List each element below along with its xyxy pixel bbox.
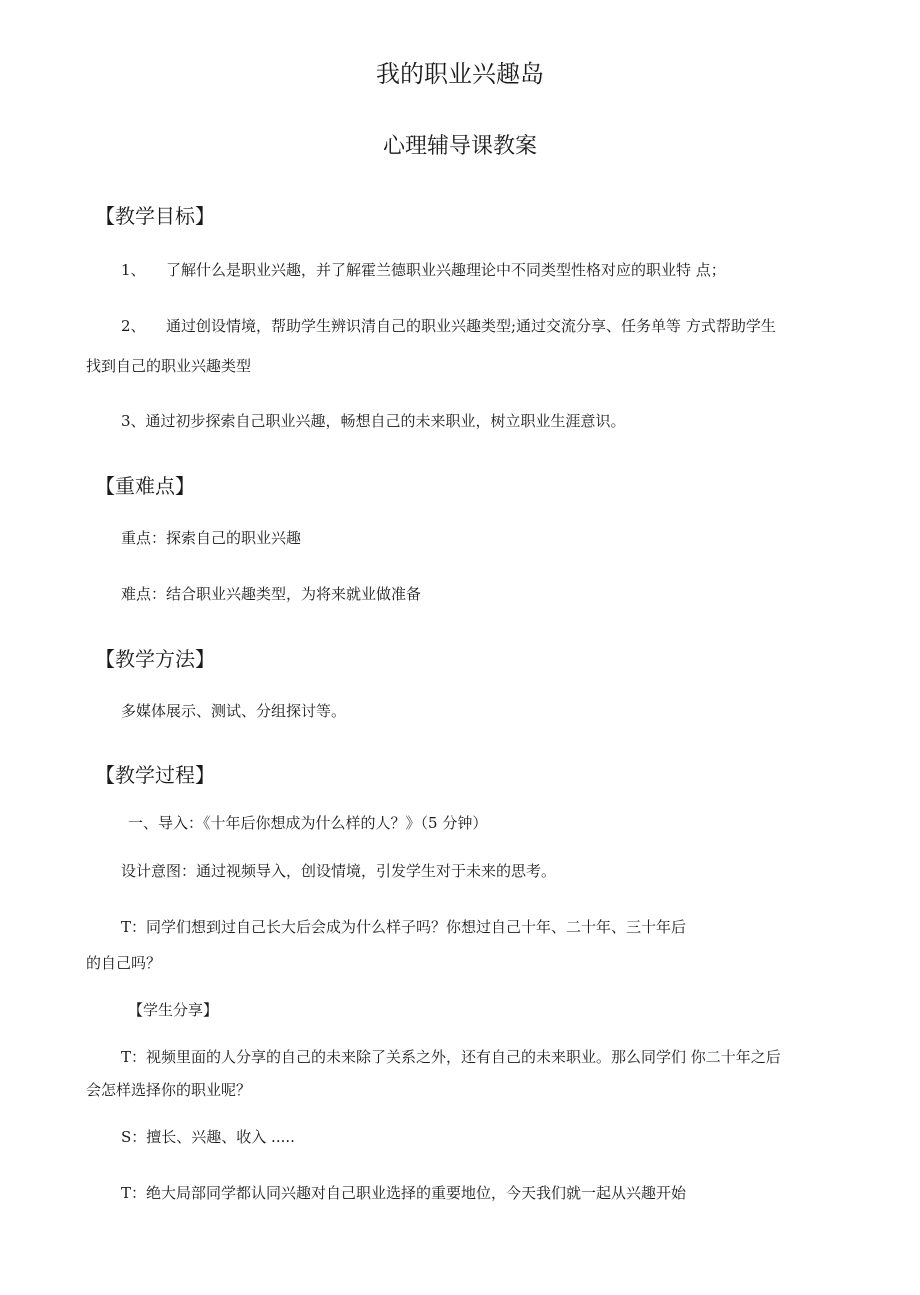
key-point-text: 重点：探索自己的职业兴趣 xyxy=(121,529,302,547)
student-share-label: 【学生分享】 xyxy=(128,1001,219,1019)
student-response: S：擅长、兴趣、收入 ..... xyxy=(121,1128,295,1146)
goal-item-1-text: 了解什么是职业兴趣，并了解霍兰德职业兴趣理论中不同类型性格对应的职业特 点； xyxy=(166,261,726,279)
goal-item-2-text-line-1: 通过创设情境，帮助学生辨识清自己的职业兴趣类型;通过交流分享、任务单等 方式帮助学生 xyxy=(166,317,776,335)
teacher-line-1a: T：同学们想到过自己长大后会成为什么样子吗？你想过自己十年、二十年、三十年后 xyxy=(121,918,687,936)
goal-item-1-number: 1、 xyxy=(121,261,146,279)
document-title: 我的职业兴趣岛 xyxy=(376,60,544,88)
difficulty-text: 难点：结合职业兴趣类型，为将来就业做准备 xyxy=(121,585,422,603)
section-heading-process: 【教学过程】 xyxy=(95,763,215,787)
teacher-line-2a: T：视频里面的人分享的自己的未来除了关系之外，还有自己的未来职业。那么同学们 你二十年之后 xyxy=(121,1048,781,1066)
process-design-intent: 设计意图：通过视频导入，创设情境，引发学生对于未来的思考。 xyxy=(121,862,557,880)
teacher-line-2b: 会怎样选择你的职业呢？ xyxy=(86,1081,252,1099)
section-heading-methods: 【教学方法】 xyxy=(95,647,215,671)
goal-item-2-number: 2、 xyxy=(121,317,146,335)
goal-item-2-text-line-2: 找到自己的职业兴趣类型 xyxy=(86,357,252,375)
goal-item-3-text: 3、通过初步探索自己职业兴趣，畅想自己的未来职业，树立职业生涯意识。 xyxy=(121,412,626,430)
section-heading-goals: 【教学目标】 xyxy=(95,204,215,228)
teacher-line-3: T：绝大局部同学都认同兴趣对自己职业选择的重要地位，今天我们就一起从兴趣开始 xyxy=(121,1184,687,1202)
document-subtitle: 心理辅导课教案 xyxy=(382,134,537,159)
methods-text: 多媒体展示、测试、分组探讨等。 xyxy=(121,702,347,720)
section-heading-key-points: 【重难点】 xyxy=(95,474,195,498)
process-intro: 一、导入：《十年后你想成为什么样的人？》（5 分钟） xyxy=(128,814,488,832)
teacher-line-1b: 的自己吗？ xyxy=(86,954,162,972)
